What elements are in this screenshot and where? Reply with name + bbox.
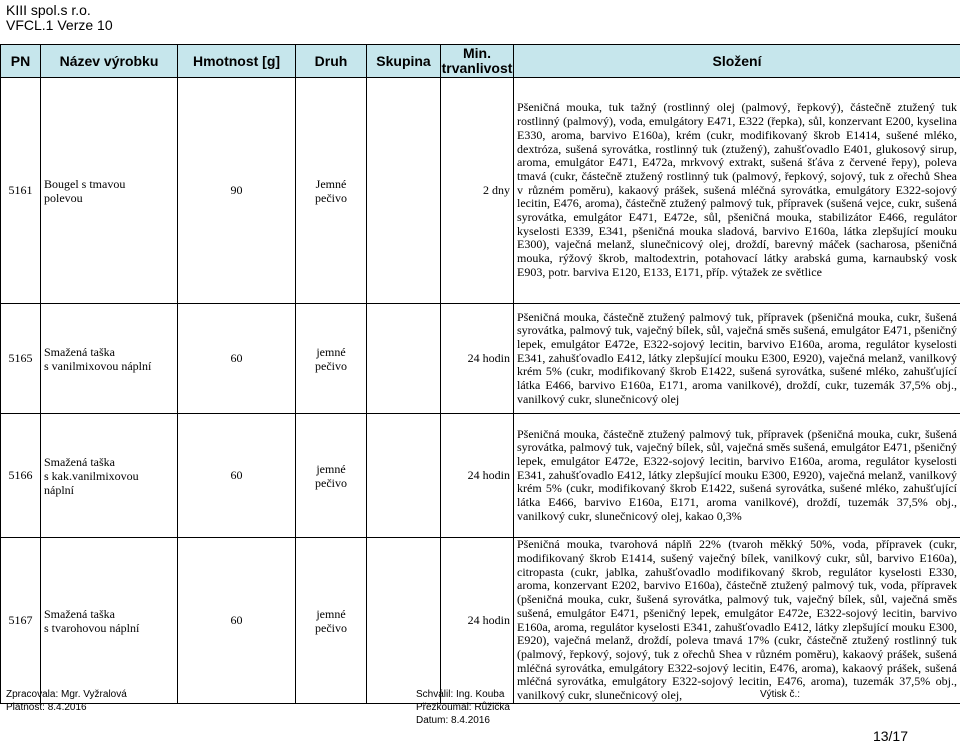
row-min-trvanlivost: 2 dny (441, 78, 514, 304)
footer-schvalil: Schválil: Ing. Kouba (416, 689, 505, 700)
table-header-row (1, 45, 960, 78)
row-druh (296, 414, 367, 538)
name-line-1: Smažená taška (44, 454, 115, 469)
col-header-hmotnost: Hmotnost [g] (178, 45, 296, 78)
row-skupina (367, 414, 441, 538)
druh-line-1: jemné (316, 606, 346, 621)
row-product-name (41, 78, 178, 304)
col-header-pn: PN (1, 45, 41, 78)
row-druh (296, 78, 367, 304)
footer-zpracovala: Zpracovala: Mgr. Vyžralová (6, 689, 127, 700)
table-row (1, 538, 960, 704)
footer-datum: Datum: 8.4.2016 (416, 715, 490, 726)
row-weight: 90 (178, 78, 296, 304)
row-pn: 5165 (1, 304, 41, 414)
document-version: VFCL.1 Verze 10 (6, 17, 113, 33)
row-slozeni: Pšeničná mouka, částečně ztužený palmový tuk, přípravek (pšeničná mouka, cukr, šušená syrovátka, palmový tuk, vaječný bílek, sůl, vaječná směs sušená, emulgátor E471, pšeničný lepek, emulgátor E472e, E322-sojový lecitin, barvivo E160a, aroma, regulátor kyselosti E341, zahušťovadlo E412, látky zlepšující mouku E300, E920), vaječná melanž, vanilkový krém 5% (cukr, modifikovaný škrob E1422, sušená syrovátka, sušené mléko, zahušťující látka E466, barvivo E160a, E171, aroma vanilkové), droždí, tuzemák 37,5% obj., vanilkový cukr, slunečnicový olej, kakao 0,3% (514, 414, 960, 538)
row-pn: 5166 (1, 414, 41, 538)
name-line-3: náplní (44, 482, 74, 497)
row-min-trvanlivost: 24 hodin (441, 538, 514, 704)
druh-line-2: pečivo (315, 190, 347, 205)
row-slozeni: Pšeničná mouka, částečně ztužený palmový tuk, přípravek (pšeničná mouka, cukr, šušená syrovátka, palmový tuk, vaječný bílek, sůl, vaječná směs sušená, emulgátor E471, pšeničný lepek, emulgátor E472e, E322-sojový lecitin, barvivo E160a, aroma, regulátor kyselosti E341, zahušťovadlo E412, látky zlepšující mouku E300, E920), vaječná melanž, vanilkový krém 5% (cukr, modifikovaný škrob E1422, sušená syrovátka, sušené mléko, zahušťující látka E466, barvivo E160a, E171, aroma vanilkové), droždí, cukr, tuzemák 37,5% obj., vanilkový cukr, slunečnicový olej (514, 304, 960, 414)
row-slozeni: Pšeničná mouka, tuk tažný (rostlinný olej (palmový, řepkový), částečně ztužený tuk rostlinný (palmový), voda, emulgátory E471, E322 (řepka), sůl, konzervant E200, kyselina E330, aroma, barvivo E160a), krém (cukr, modifikovaný škrob E1414, sušené mléko, dextróza, sušená syrovátka, rostlinný tuk (ztužený), zahušťovadlo E401, glukosový sirup, aroma, emulgátor E471, E472a, mrkvový extrakt, sušená šťáva z červené řepy), poleva tmavá (cukr, částečně ztužený rostlinný tuk (palmový, řepkový, sojový, tuk z ořechů Shea v různém poměru), kakaový prášek, sušená mléčná syrovátka, emulgátory E322-sojový lecitin, E476, aroma), částečně ztužený palmový tuk, přípravek (sušená vejce, cukr, sušená syrovátka, emulgátor E471, E472e, sůl, pšeničná mouka, stabilizátor E466, regulátor kyselosti E339, E341, pšeničná mouka sladová, barvivo E160a, látka zlepšující mouku E300), vaječná melanž, slunečnicový olej, droždí, barevný máček (sacharosa, pšeničná mouka, rýžový škrob, maltodextrin, potahovací látky arabská guma, karnaubský vosk E903, potr. barviva E120, E133, E171, příр. výtažek ze světlice (514, 78, 960, 304)
druh-line-2: pečivo (315, 475, 347, 490)
col-header-nazev: Název výrobku (41, 45, 178, 78)
row-weight: 60 (178, 414, 296, 538)
name-line-2: s vanilmixovou náplní (44, 358, 152, 373)
col-header-skupina: Skupina (367, 45, 441, 78)
row-product-name (41, 538, 178, 704)
col-header-slozeni: Složení (514, 45, 960, 78)
row-weight: 60 (178, 538, 296, 704)
footer-platnost: Platnost: 8.4.2016 (6, 702, 87, 713)
col-header-min-line1: Min. (463, 45, 491, 61)
row-skupina (367, 78, 441, 304)
footer-vytisk: Výtisk č.: (760, 689, 801, 700)
row-druh (296, 538, 367, 704)
row-product-name (41, 304, 178, 414)
table-row (1, 304, 960, 414)
page-number: 13/17 (872, 728, 908, 744)
name-line-2: s tvarohovou náplní (44, 620, 140, 635)
col-header-min-line2: trvanlivost (441, 60, 513, 76)
table-row (1, 414, 960, 538)
name-line-1: Bougel s tmavou (44, 176, 126, 191)
col-header-druh: Druh (296, 45, 367, 78)
row-weight: 60 (178, 304, 296, 414)
row-product-name (41, 414, 178, 538)
druh-line-1: jemné (316, 344, 346, 359)
name-line-2: s kak.vanilmixovou (44, 468, 139, 483)
row-min-trvanlivost: 24 hodin (441, 304, 514, 414)
druh-line-1: Jemné (315, 176, 347, 191)
product-table (0, 44, 960, 704)
row-skupina (367, 538, 441, 704)
table-row (1, 78, 960, 304)
col-header-min-trvanlivost (441, 45, 514, 78)
row-pn: 5161 (1, 78, 41, 304)
row-druh (296, 304, 367, 414)
name-line-2: polevou (44, 190, 83, 205)
row-min-trvanlivost: 24 hodin (441, 414, 514, 538)
name-line-1: Smažená taška (44, 606, 115, 621)
row-skupina (367, 304, 441, 414)
name-line-1: Smažená taška (44, 344, 115, 359)
row-pn: 5167 (1, 538, 41, 704)
company-name: KIII spol.s r.o. (6, 2, 91, 18)
druh-line-2: pečivo (315, 620, 347, 635)
row-slozeni: Pšeničná mouka, tvarohová náplň 22% (tvaroh měkký 50%, voda, přípravek (cukr, modifikovaný škrob E1414, sušený vaječný bílek, vanilkový cukr, sůl, barvivo E160a), citropasta (cukr, jablka, zahušťovadlo modifikovaný škrob, regulátor kyselosti E330, aroma, konzervant E202, barvivo E160a), částečně ztužený palmový tuk, voda, přípravek (pšeničná mouka, cukr, šušená syrovátka, palmový tuk, vaječný bílek, sůl, vaječná směs sušená, emulgátor E471, pšeničný lepek, emulgátor E472e, E322-sojový lecitin, barvivo E160a, aroma, regulátor kyselosti E341, zahušťovadlo E412, látky zlepšující mouku E300, E920), vaječná melanž, droždí, poleva tmavá 17% (cukr, částečně ztužený rostlinný tuk (palmový, řepkový, sojový, tuk z ořechů Shea v různém poměru), kakaový prášek, sušená mléčná syrovátka, emulgátory E322-sojový lecitin, E476, aroma), kakaový prášek, sušená mléčná syrovátka, emulgátory E322-sojový lecitin, E476, aroma), tuzemák 37,5% obj., vanilkový cukr, slunečnicový olej, (514, 538, 960, 704)
druh-line-1: jemné (316, 461, 346, 476)
druh-line-2: pečivo (315, 358, 347, 373)
footer-prezkoumal: Přezkoumal: Růžička (416, 702, 510, 713)
